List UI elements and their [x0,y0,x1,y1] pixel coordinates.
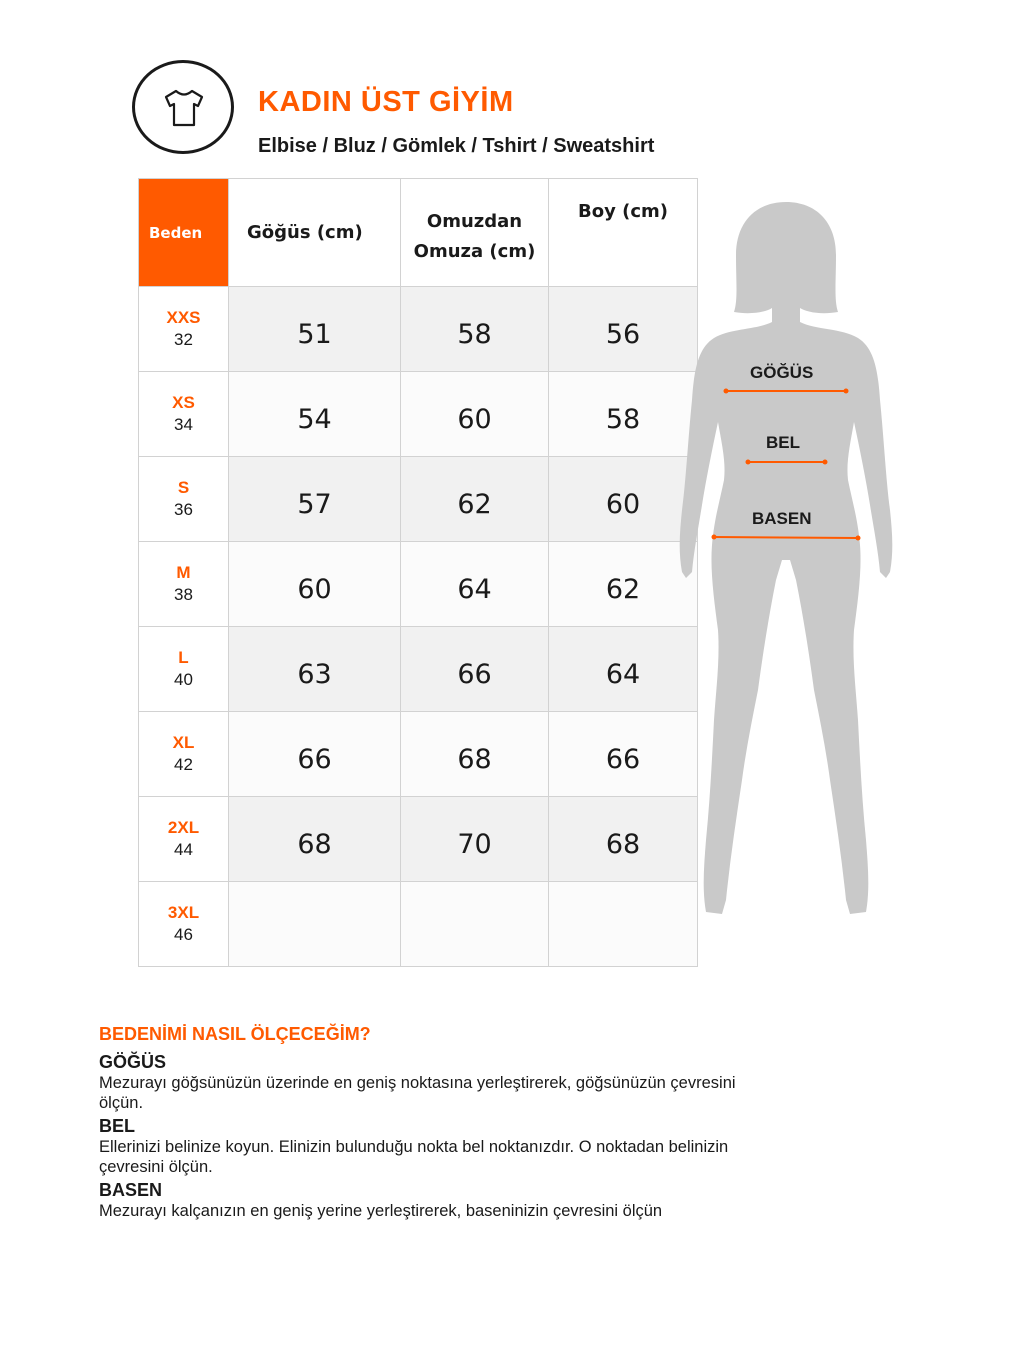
chest-value: 54 [229,372,401,457]
shoulder-value [401,882,549,967]
length-value: 58 [549,372,698,457]
size-label: S [177,478,190,497]
length-value: 60 [549,457,698,542]
chest-value: 60 [229,542,401,627]
chest-value: 63 [229,627,401,712]
size-cell [139,627,229,712]
size-number: 42 [174,755,193,774]
table-row [139,287,698,372]
guide-chest-text: Mezurayı göğsünüzün üzerinde en geniş noktasına yerleştirerek, göğsünüzün çevresini ölçün. [99,1074,736,1112]
size-label: XXS [166,308,201,327]
chest-value: 68 [229,797,401,882]
chest-value: 66 [229,712,401,797]
length-value: 64 [549,627,698,712]
shoulder-value: 64 [401,542,549,627]
chest-label: GÖĞÜS [750,363,814,382]
table-row [139,542,698,627]
table-row [139,372,698,457]
shoulder-value: 60 [401,372,549,457]
shoulder-value: 62 [401,457,549,542]
table-row [139,797,698,882]
size-cell [139,797,229,882]
size-cell [139,882,229,967]
header-shoulder-line2: Omuza (cm) [413,240,536,262]
size-label: M [176,563,191,582]
guide-waist-title: BEL [99,1116,135,1136]
size-number: 36 [174,500,193,519]
size-number: 44 [174,840,193,859]
header-shoulder [401,179,549,287]
measurement-guide [99,1024,759,1223]
body-silhouette [676,200,896,920]
shoulder-value: 70 [401,797,549,882]
shoulder-value: 58 [401,287,549,372]
size-cell [139,287,229,372]
guide-hip-text: Mezurayı kalçanızın en geniş yerine yerleştirerek, baseninizin çevresini ölçün [99,1202,663,1220]
table-row [139,627,698,712]
waist-label: BEL [766,433,800,452]
guide-chest-title: GÖĞÜS [99,1052,167,1072]
size-label: 3XL [167,903,200,922]
header-size: Beden [139,179,229,287]
size-number: 32 [174,330,193,349]
table-header-row [139,179,698,287]
hip-label: BASEN [752,509,812,528]
size-number: 38 [174,585,193,604]
size-label: XL [172,733,195,752]
size-cell [139,542,229,627]
chest-value [229,882,401,967]
header-length: Boy (cm) [549,179,698,287]
size-table [138,178,698,967]
table-row [139,457,698,542]
length-value: 66 [549,712,698,797]
table-row [139,712,698,797]
size-cell [139,712,229,797]
tshirt-icon [132,60,234,154]
size-label: XS [172,393,195,412]
size-number: 46 [174,925,193,944]
size-cell [139,372,229,457]
length-value: 62 [549,542,698,627]
page-title: KADIN ÜST GİYİM [258,86,514,118]
guide-title: BEDENİMİ NASIL ÖLÇECEĞİM? [99,1024,371,1044]
female-silhouette-icon [676,200,896,920]
size-number: 34 [174,415,193,434]
chest-value: 57 [229,457,401,542]
size-label: 2XL [167,818,200,837]
chest-value: 51 [229,287,401,372]
length-value: 68 [549,797,698,882]
table-row [139,882,698,967]
shoulder-value: 68 [401,712,549,797]
length-value: 56 [549,287,698,372]
guide-hip-title: BASEN [99,1180,163,1200]
page-subtitle: Elbise / Bluz / Gömlek / Tshirt / Sweatshirt [258,135,655,157]
size-cell [139,457,229,542]
shoulder-value: 66 [401,627,549,712]
header-shoulder-line1: Omuzdan [426,210,523,232]
size-number: 40 [174,670,193,689]
guide-waist-text: Ellerinizi belinize koyun. Elinizin bulunduğu nokta bel noktanızdır. O noktadan belinizin çevresini ölçün. [99,1138,729,1176]
size-label: L [178,648,189,667]
header-chest: Göğüs (cm) [229,179,401,287]
